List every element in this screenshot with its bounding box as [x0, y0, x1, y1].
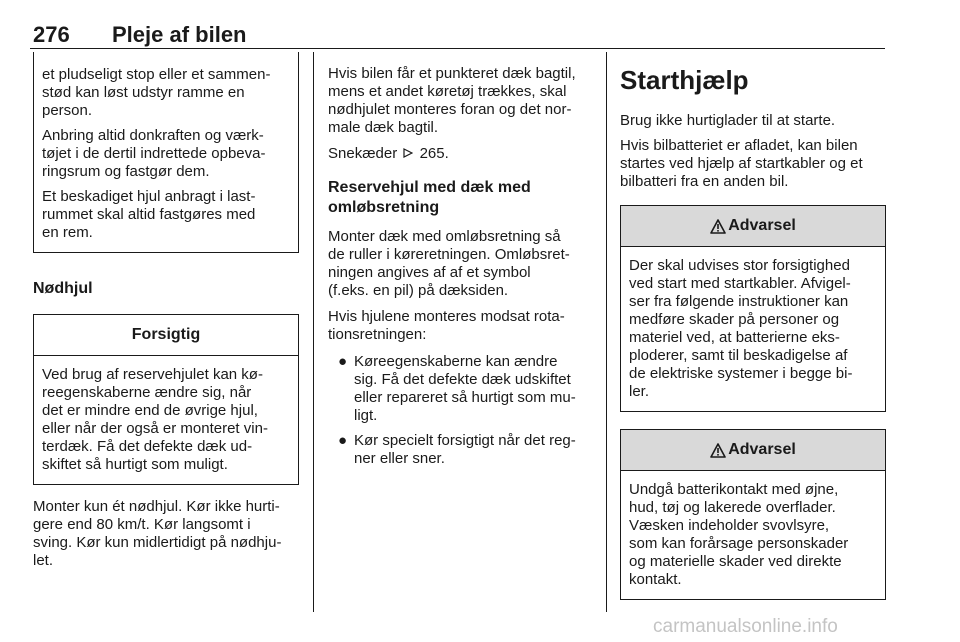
snow-chains-reference: [328, 145, 592, 163]
section-heading-spare-wheel: Nødhjul: [33, 280, 93, 297]
notice-line-3: Et beskadiget hjul anbragt i last- rummet skal altid fastgøres med en rem.: [42, 188, 256, 241]
caution-title: Forsigtig: [34, 315, 298, 356]
column-left: [33, 52, 299, 570]
column-middle: [328, 52, 592, 475]
snow-chains-label: Snekæder: [328, 145, 398, 162]
watermark: carmanualsonline.info: [653, 616, 838, 637]
column-divider-right: [606, 52, 607, 612]
section-heading-jump-start: Starthjælp: [620, 65, 749, 95]
spare-wheel-paragraph: Monter kun ét nødhjul. Kør ikke hurti- gere end 80 km/t. Kør langsomt i sving. Kør kun midlertidigt på nødhju- let.: [33, 498, 282, 569]
warning-header-2: [621, 430, 885, 471]
snow-chains-page[interactable]: 265.: [419, 145, 449, 162]
warning-text-2: Undgå batterikontakt med øjne, hud, tøj og lakerede overflader. Væsken indeholder svovlsyre, som kan forårsage personskader og materielle skader ved direkte kontakt.: [629, 481, 849, 588]
bullet-text-2: Kør specielt forsigtigt når det reg- ner eller sner.: [354, 432, 576, 467]
bullet-list: [328, 353, 592, 468]
column-right: [620, 52, 886, 600]
bullet-text-1: Køreegenskaberne kan ændre sig. Få det defekte dæk udskiftet eller repareret så hurtigt som mu- ligt.: [354, 353, 576, 424]
caution-text: Ved brug af reservehjulet kan kø- reegenskaberne ændre sig, når det er mindre end de øvrige hjul, eller når der også er monteret vin- terdæk. Få det defekte dæk ud- skiftet så hurtigt som muligt.: [42, 366, 268, 473]
caution-box: [33, 314, 299, 485]
list-item: [328, 432, 592, 468]
bullet-icon: ●: [338, 353, 348, 370]
flat-tyre-paragraph: Hvis bilen får et punkteret dæk bagtil, mens et andet køretøj trækkes, skal nødhjulet monteres foran og det nor- male dæk bagtil.: [328, 65, 576, 136]
section-heading-directional-tyres: Reservehjul med dæk med omløbsretning: [328, 179, 531, 216]
arrow-right-icon: [403, 148, 413, 158]
notice-line-1: et pludseligt stop eller et sammen- stød kan løst udstyr ramme en person.: [42, 66, 271, 119]
warning-triangle-icon: [710, 219, 726, 234]
page-title: Pleje af bilen: [112, 22, 247, 47]
jump-start-intro: Brug ikke hurtiglader til at starte.: [620, 112, 836, 129]
warning-text-1: Der skal udvises stor forsigtighed ved start med startkabler. Afvigel- ser fra følgende instruktioner kan medføre skader på personer og materiel ved, at batterierne eks- ploderer, samt til beskadigelse af de elektriske systemer i begge bi- ler.: [629, 257, 853, 400]
continued-notice-box: [33, 52, 299, 253]
warning-title-1: Advarsel: [728, 217, 796, 234]
list-item: [328, 353, 592, 425]
page-header: [30, 22, 885, 49]
column-divider-left: [313, 52, 314, 612]
bullet-icon: ●: [338, 432, 348, 449]
opposite-direction-paragraph: Hvis hjulene monteres modsat rota- tionsretningen:: [328, 308, 565, 343]
page-number: 276: [33, 22, 70, 47]
jump-start-paragraph: Hvis bilbatteriet er afladet, kan bilen startes ved hjælp af startkabler og et bilbatteri fra en anden bil.: [620, 137, 863, 190]
directional-tyres-paragraph: Monter dæk med omløbsretning så de ruller i køreretningen. Omløbsret- ningen angives af af et symbol (f.eks. en pil) på dæksiden.: [328, 228, 570, 299]
warning-triangle-icon: [710, 443, 726, 458]
notice-line-2: Anbring altid donkraften og værk- tøjet i de dertil indrettede opbeva- ringsrum og fastgør dem.: [42, 127, 266, 180]
warning-box-1: [620, 205, 886, 412]
warning-title-2: Advarsel: [728, 441, 796, 458]
warning-header-1: [621, 206, 885, 247]
warning-box-2: [620, 429, 886, 600]
